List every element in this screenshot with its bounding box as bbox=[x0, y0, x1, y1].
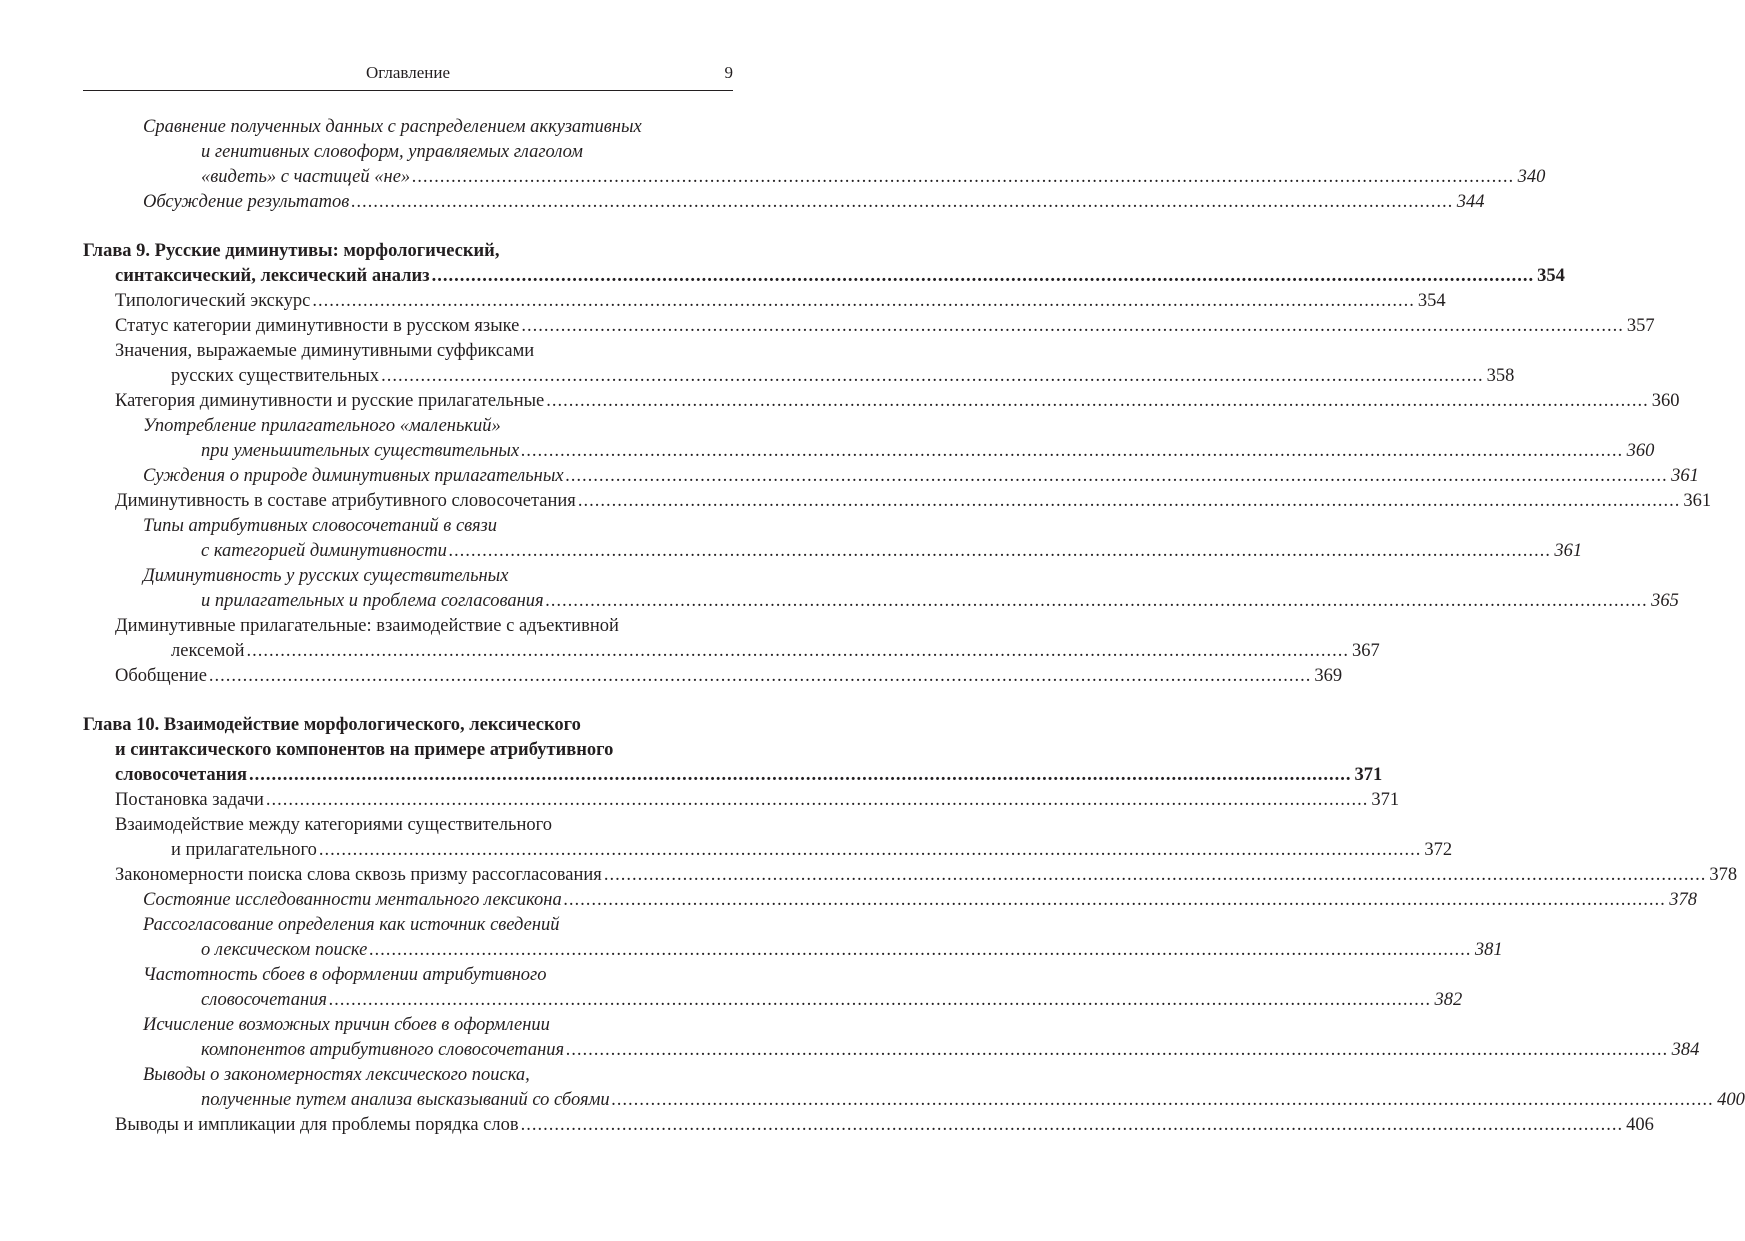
chapter-title: словосочетания bbox=[115, 765, 248, 785]
dot-leader: .................................................................................................................................................................................................... bbox=[521, 316, 1624, 336]
chapter-heading-line[interactable] bbox=[83, 713, 733, 738]
toc-entry-line[interactable] bbox=[83, 165, 1546, 190]
running-title: Оглавление bbox=[366, 63, 450, 82]
toc-entry-line[interactable] bbox=[83, 913, 733, 938]
toc-entry-line[interactable] bbox=[83, 863, 1738, 888]
dot-leader: .................................................................................................................................................................................................... bbox=[563, 890, 1667, 910]
page-header bbox=[83, 62, 733, 91]
toc-page-number: 372 bbox=[1424, 840, 1453, 860]
toc-entry-line[interactable] bbox=[83, 564, 733, 589]
toc-entry-title: полученные путем анализа высказываний со сбоями bbox=[201, 1090, 610, 1110]
chapter-title: Глава 10. Взаимодействие морфологического, лексического bbox=[83, 715, 581, 735]
dot-leader: .................................................................................................................................................................................................... bbox=[351, 192, 1454, 212]
chapter-heading-line[interactable] bbox=[83, 239, 733, 264]
toc-page-number: 378 bbox=[1669, 890, 1697, 910]
toc-page-number: 354 bbox=[1417, 291, 1446, 311]
dot-leader: .................................................................................................................................................................................................... bbox=[566, 1040, 1669, 1060]
dot-leader: .................................................................................................................................................................................................... bbox=[431, 266, 1535, 286]
toc-entry-line[interactable] bbox=[83, 963, 733, 988]
toc-entry-line[interactable] bbox=[83, 339, 733, 364]
toc-page-number: 340 bbox=[1517, 167, 1546, 187]
toc-entry-title: компонентов атрибутивного словосочетания bbox=[201, 1040, 565, 1060]
toc-page-number: 367 bbox=[1351, 641, 1380, 661]
toc-page-number: 365 bbox=[1651, 591, 1679, 611]
toc-entry-line[interactable] bbox=[83, 838, 1453, 863]
dot-leader: .................................................................................................................................................................................................... bbox=[208, 666, 1312, 686]
toc-entry-line[interactable] bbox=[83, 314, 1655, 339]
toc-entry-line[interactable] bbox=[83, 1113, 1654, 1138]
toc-entry-line[interactable] bbox=[83, 1013, 733, 1038]
toc-page-number: 369 bbox=[1314, 666, 1343, 686]
dot-leader: .................................................................................................................................................................................................... bbox=[521, 441, 1624, 461]
dot-leader: .................................................................................................................................................................................................... bbox=[565, 466, 1669, 486]
toc-entry-line[interactable] bbox=[83, 464, 1699, 489]
toc-entry-line[interactable] bbox=[83, 364, 1515, 389]
toc-entry-title: Исчисление возможных причин сбоев в оформлении bbox=[143, 1015, 550, 1035]
toc-page-number: 371 bbox=[1371, 790, 1400, 810]
chapter-title: и синтаксического компонентов на примере атрибутивного bbox=[115, 740, 614, 760]
toc-entry-title: Статус категории диминутивности в русском языке bbox=[115, 316, 520, 336]
toc-entry-line[interactable] bbox=[83, 888, 1697, 913]
toc-entry-line[interactable] bbox=[83, 389, 1680, 414]
dot-leader: .................................................................................................................................................................................................... bbox=[265, 790, 1369, 810]
toc-entry-title: Выводы о закономерностях лексического поиска, bbox=[143, 1065, 530, 1085]
toc-page-number: 371 bbox=[1354, 765, 1383, 785]
dot-leader: .................................................................................................................................................................................................... bbox=[520, 1115, 1624, 1135]
toc-entry-line[interactable] bbox=[83, 938, 1503, 963]
dot-leader: .................................................................................................................................................................................................... bbox=[312, 291, 1415, 311]
chapter-heading-line[interactable] bbox=[83, 763, 1383, 788]
toc-entry-line[interactable] bbox=[83, 589, 1679, 614]
toc-entry-title: о лексическом поиске bbox=[201, 940, 368, 960]
toc-page-number: 344 bbox=[1456, 192, 1485, 212]
toc-entry-line[interactable] bbox=[83, 1088, 1745, 1113]
toc-entry-line[interactable] bbox=[83, 639, 1380, 664]
toc-entry-title: Употребление прилагательного «маленький» bbox=[143, 416, 501, 436]
toc-page-number: 361 bbox=[1554, 541, 1583, 561]
toc-entry-title: Типы атрибутивных словосочетаний в связи bbox=[143, 516, 498, 536]
toc-entry-line[interactable] bbox=[83, 439, 1655, 464]
toc-entry-line[interactable] bbox=[83, 115, 733, 140]
toc-entry-title: Состояние исследованности ментального лексикона bbox=[143, 890, 562, 910]
toc-entry-title: Типологический экскурс bbox=[115, 291, 311, 311]
table-of-contents bbox=[83, 115, 1745, 1138]
toc-entry-title: с категорией диминутивности bbox=[201, 541, 447, 561]
chapter-heading-line[interactable] bbox=[83, 738, 733, 763]
toc-entry-title: Частотность сбоев в оформлении атрибутивного bbox=[143, 965, 547, 985]
dot-leader: .................................................................................................................................................................................................... bbox=[412, 167, 1515, 187]
toc-entry-line[interactable] bbox=[83, 988, 1463, 1013]
toc-page-number: 406 bbox=[1626, 1115, 1654, 1135]
toc-entry-title: и генитивных словоформ, управляемых глаголом bbox=[201, 142, 583, 162]
chapter-title: синтаксический, лексический анализ bbox=[115, 266, 430, 286]
dot-leader: .................................................................................................................................................................................................... bbox=[611, 1090, 1715, 1110]
toc-entry-title: словосочетания bbox=[201, 990, 327, 1010]
dot-leader: .................................................................................................................................................................................................... bbox=[249, 765, 1352, 785]
toc-entry-line[interactable] bbox=[83, 514, 733, 539]
toc-entry-title: лексемой bbox=[171, 641, 245, 661]
toc-entry-title: «видеть» с частицей «не» bbox=[201, 167, 411, 187]
toc-page-number: 360 bbox=[1626, 441, 1655, 461]
toc-page-number: 361 bbox=[1671, 466, 1699, 486]
toc-page-number: 358 bbox=[1486, 366, 1515, 386]
toc-entry-title: Постановка задачи bbox=[115, 790, 264, 810]
toc-entry-line[interactable] bbox=[83, 414, 733, 439]
toc-entry-title: Диминутивность в составе атрибутивного словосочетания bbox=[115, 491, 576, 511]
toc-entry-title: Сравнение полученных данных с распределением аккузативных bbox=[143, 117, 642, 137]
toc-entry-line[interactable] bbox=[83, 614, 733, 639]
toc-entry-title: русских существительных bbox=[171, 366, 380, 386]
toc-entry-line[interactable] bbox=[83, 289, 1446, 314]
dot-leader: .................................................................................................................................................................................................... bbox=[448, 541, 1552, 561]
toc-entry-title: Взаимодействие между категориями существительного bbox=[115, 815, 553, 835]
toc-entry-title: Закономерности поиска слова сквозь призму рассогласования bbox=[115, 865, 602, 885]
toc-entry-title: Выводы и импликации для проблемы порядка слов bbox=[115, 1115, 519, 1135]
toc-entry-line[interactable] bbox=[83, 489, 1712, 514]
toc-entry-title: Обобщение bbox=[115, 666, 207, 686]
toc-page-number: 357 bbox=[1626, 316, 1655, 336]
toc-entry-line[interactable] bbox=[83, 664, 1343, 689]
toc-entry-title: Суждения о природе диминутивных прилагательных bbox=[143, 466, 564, 486]
toc-entry-title: и прилагательного bbox=[171, 840, 317, 860]
dot-leader: .................................................................................................................................................................................................... bbox=[318, 840, 1422, 860]
chapter-heading-line[interactable] bbox=[83, 264, 1565, 289]
toc-entry-line[interactable] bbox=[83, 539, 1583, 564]
toc-entry-title: и прилагательных и проблема согласования bbox=[201, 591, 544, 611]
toc-entry-line[interactable] bbox=[83, 1038, 1700, 1063]
dot-leader: .................................................................................................................................................................................................... bbox=[381, 366, 1484, 386]
toc-page-number: 361 bbox=[1683, 491, 1712, 511]
dot-leader: .................................................................................................................................................................................................... bbox=[545, 591, 1649, 611]
dot-leader: .................................................................................................................................................................................................... bbox=[577, 491, 1681, 511]
toc-entry-line[interactable] bbox=[83, 190, 1485, 215]
toc-page-number: 400 bbox=[1717, 1090, 1745, 1110]
toc-entry-line[interactable] bbox=[83, 140, 733, 165]
dot-leader: .................................................................................................................................................................................................... bbox=[603, 865, 1707, 885]
dot-leader: .................................................................................................................................................................................................... bbox=[369, 940, 1472, 960]
toc-page-number: 384 bbox=[1671, 1040, 1700, 1060]
toc-entry-line[interactable] bbox=[83, 813, 733, 838]
page-number: 9 bbox=[724, 63, 733, 82]
toc-entry-line[interactable] bbox=[83, 788, 1400, 813]
toc-page-number: 378 bbox=[1709, 865, 1738, 885]
chapter-title: Глава 9. Русские диминутивы: морфологический, bbox=[83, 241, 500, 261]
toc-entry-title: Диминутивность у русских существительных bbox=[143, 566, 509, 586]
toc-page-number: 381 bbox=[1474, 940, 1503, 960]
toc-entry-title: Категория диминутивности и русские прилагательные bbox=[115, 391, 545, 411]
toc-page-number: 382 bbox=[1434, 990, 1463, 1010]
dot-leader: .................................................................................................................................................................................................... bbox=[546, 391, 1649, 411]
toc-entry-line[interactable] bbox=[83, 1063, 733, 1088]
toc-page-number: 360 bbox=[1651, 391, 1680, 411]
dot-leader: .................................................................................................................................................................................................... bbox=[328, 990, 1432, 1010]
toc-entry-title: при уменьшительных существительных bbox=[201, 441, 520, 461]
toc-entry-title: Диминутивные прилагательные: взаимодействие с адъективной bbox=[115, 616, 619, 636]
toc-entry-title: Обсуждение результатов bbox=[143, 192, 350, 212]
toc-page-number: 354 bbox=[1537, 266, 1565, 286]
toc-entry-title: Рассогласование определения как источник сведений bbox=[143, 915, 560, 935]
dot-leader: .................................................................................................................................................................................................... bbox=[246, 641, 1349, 661]
toc-entry-title: Значения, выражаемые диминутивными суффиксами bbox=[115, 341, 535, 361]
